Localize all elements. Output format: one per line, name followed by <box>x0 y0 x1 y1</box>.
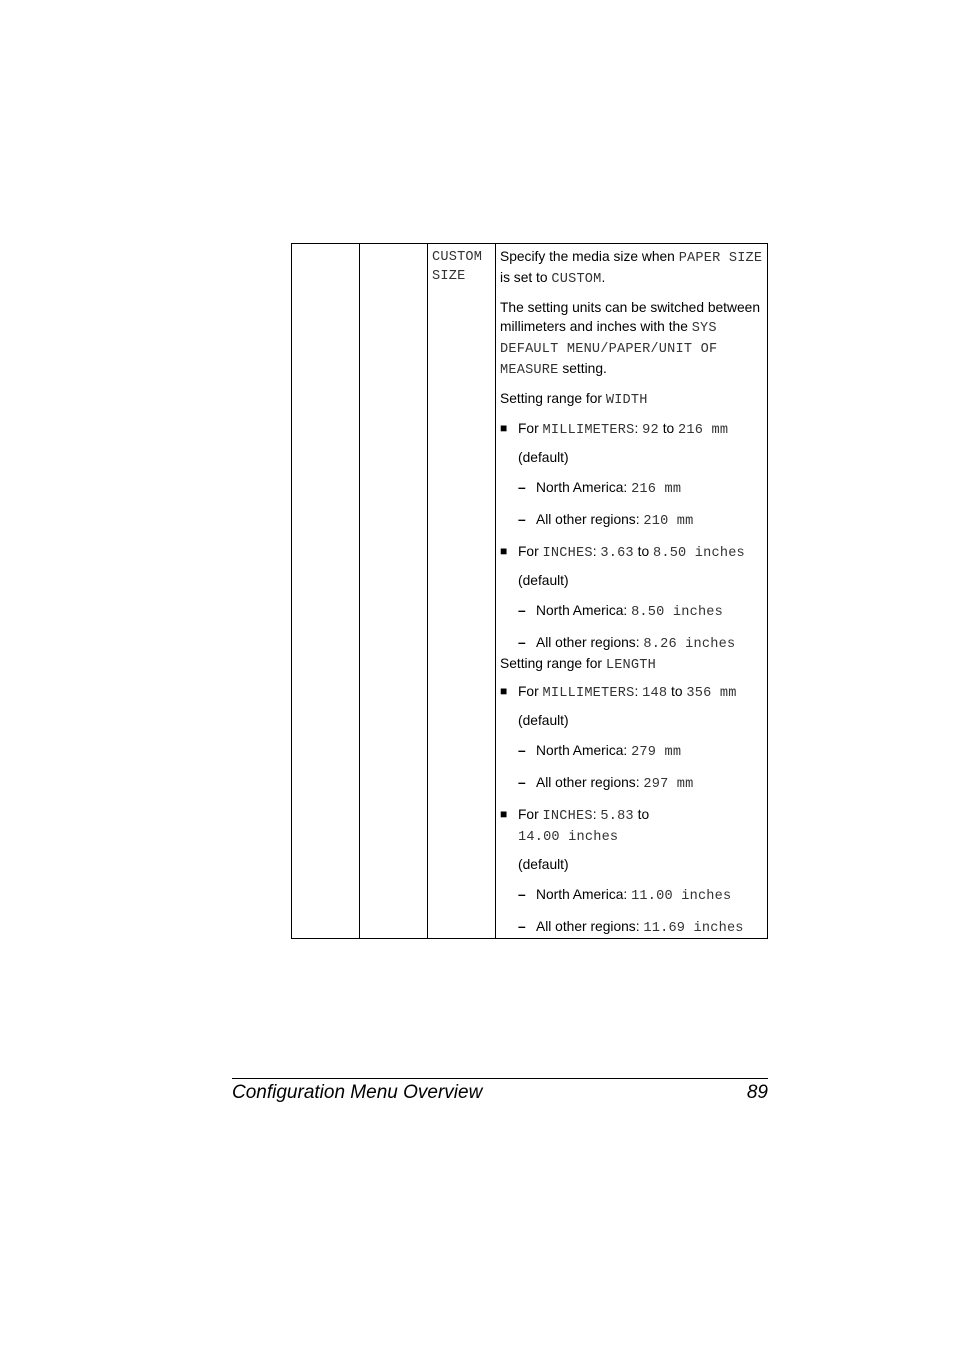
length-heading <box>500 654 765 675</box>
default-label: (default) <box>518 573 569 588</box>
square-bullet-icon: ■ <box>500 684 508 698</box>
en-dash-icon: – <box>518 480 526 495</box>
width-term: WIDTH <box>605 393 648 408</box>
heading-text: Setting range for <box>500 656 606 671</box>
en-dash-icon: – <box>518 635 526 650</box>
intro-text: Specify the media size when <box>500 249 679 264</box>
intro-text: is set to <box>500 270 552 285</box>
region-item: – All other regions: 210 mm <box>518 512 694 529</box>
bullet-text: For MILLIMETERS: 148 to 356 mm <box>518 684 737 701</box>
square-bullet-icon: ■ <box>500 421 508 435</box>
en-dash-icon: – <box>518 743 526 758</box>
footer-title: Configuration Menu Overview <box>232 1082 483 1103</box>
page-number: 89 <box>746 1082 768 1103</box>
region-item: – North America: 8.50 inches <box>518 603 724 620</box>
menu-level-1-cell <box>292 244 360 939</box>
setting-name-line: CUSTOM <box>432 250 483 265</box>
paper-size-term: PAPER SIZE <box>678 251 763 266</box>
region-item: – All other regions: 297 mm <box>518 775 694 792</box>
default-label: (default) <box>518 450 569 465</box>
units-text: The setting units can be switched between millimeters and inches with the <box>500 300 760 334</box>
setting-name <box>428 244 495 286</box>
length-term: LENGTH <box>605 658 656 673</box>
menu-level-2-cell <box>360 244 428 939</box>
region-item: – All other regions: 8.26 inches <box>518 635 736 652</box>
settings-table <box>291 243 768 939</box>
bullet-text: For INCHES: 5.83 to 14.00 inches <box>518 807 650 845</box>
region-item: – All other regions: 11.69 inches <box>518 919 744 936</box>
width-heading <box>500 389 765 410</box>
description <box>496 244 767 938</box>
custom-term: CUSTOM <box>551 272 602 287</box>
en-dash-icon: – <box>518 603 526 618</box>
intro-paragraph <box>500 247 765 289</box>
width-inches-bullet <box>500 542 765 563</box>
units-paragraph <box>500 298 765 380</box>
menu-path-term: SYS DEFAULT MENU/PAPER/UNIT OF MEASURE <box>500 321 718 378</box>
bullet-text: For MILLIMETERS: 92 to 216 mm <box>518 421 729 438</box>
table-row <box>292 244 768 939</box>
en-dash-icon: – <box>518 512 526 527</box>
en-dash-icon: – <box>518 887 526 902</box>
en-dash-icon: – <box>518 919 526 934</box>
width-mm-bullet <box>500 419 765 440</box>
region-item: – North America: 216 mm <box>518 480 682 497</box>
units-text: setting. <box>558 361 607 376</box>
region-item: – North America: 279 mm <box>518 743 682 760</box>
footer-divider <box>232 1078 768 1079</box>
setting-name-line: SIZE <box>432 269 466 284</box>
default-label: (default) <box>518 857 569 872</box>
bullet-text: For INCHES: 3.63 to 8.50 inches <box>518 544 745 561</box>
en-dash-icon: – <box>518 775 526 790</box>
square-bullet-icon: ■ <box>500 544 508 558</box>
description-cell <box>496 244 768 939</box>
length-mm-bullet <box>500 682 765 703</box>
setting-name-cell <box>428 244 496 939</box>
square-bullet-icon: ■ <box>500 807 508 821</box>
region-item: – North America: 11.00 inches <box>518 887 732 904</box>
default-label: (default) <box>518 713 569 728</box>
intro-text: . <box>601 270 606 285</box>
heading-text: Setting range for <box>500 391 606 406</box>
length-inches-bullet <box>500 805 765 847</box>
